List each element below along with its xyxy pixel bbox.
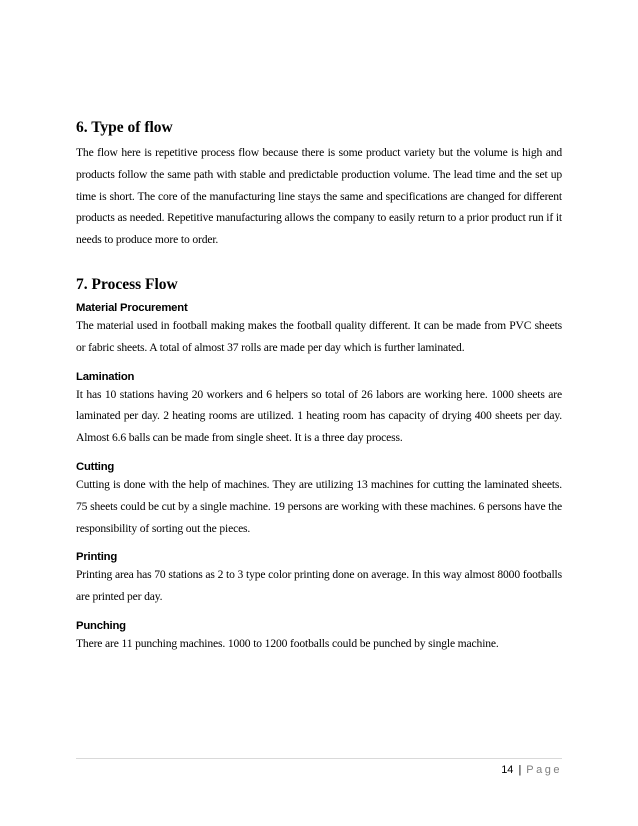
subheading-material-procurement: Material Procurement	[76, 301, 188, 314]
subheading-punching: Punching	[76, 619, 126, 632]
page-footer	[501, 763, 562, 777]
page-number: 14	[501, 764, 514, 776]
type-of-flow-paragraph: The flow here is repetitive process flow because there is some product variety but the volume is high and products follow the same path with stable and predictable production volume. The lead time and the set up time is short. The core of the manufacturing line stays the same and specifications are changed for different products as needed. Repetitive manufacturing allows the company to easily return to a prior product run if it needs to produce more to order.	[76, 146, 562, 247]
material-procurement-paragraph: The material used in football making makes the football quality different. It can be made from PVC sheets or fabric sheets. A total of almost 37 rolls are made per day which is further laminated.	[76, 318, 562, 354]
footer-separator: |	[518, 764, 522, 776]
page-content	[76, 118, 562, 655]
subheading-lamination: Lamination	[76, 370, 135, 383]
subheading-printing: Printing	[76, 551, 118, 564]
lamination-paragraph: It has 10 stations having 20 workers and 6 helpers so total of 26 labors are working here. 1000 sheets are laminated per day. 2 heating rooms are utilized. 1 heating room has capacity of drying 400 sheets per day. Almost 6.6 balls can be made from single sheet. It is a three day process.	[76, 387, 562, 445]
subheading-cutting: Cutting	[76, 460, 115, 473]
footer-divider	[76, 758, 562, 759]
page-label: Page	[526, 764, 562, 776]
punching-paragraph: There are 11 punching machines. 1000 to 1200 footballs could be punched by single machine.	[76, 636, 499, 650]
printing-paragraph: Printing area has 70 stations as 2 to 3 type color printing done on average. In this way almost 8000 footballs are printed per day.	[76, 568, 562, 604]
section-heading-type-of-flow: 6. Type of flow	[76, 119, 173, 136]
section-heading-process-flow: 7. Process Flow	[76, 275, 178, 293]
cutting-paragraph: Cutting is done with the help of machines. They are utilizing 13 machines for cutting the laminated sheets. 75 sheets could be cut by a single machine. 19 persons are working with these machines. 6 persons have the responsibility of sorting out the pieces.	[76, 477, 562, 535]
